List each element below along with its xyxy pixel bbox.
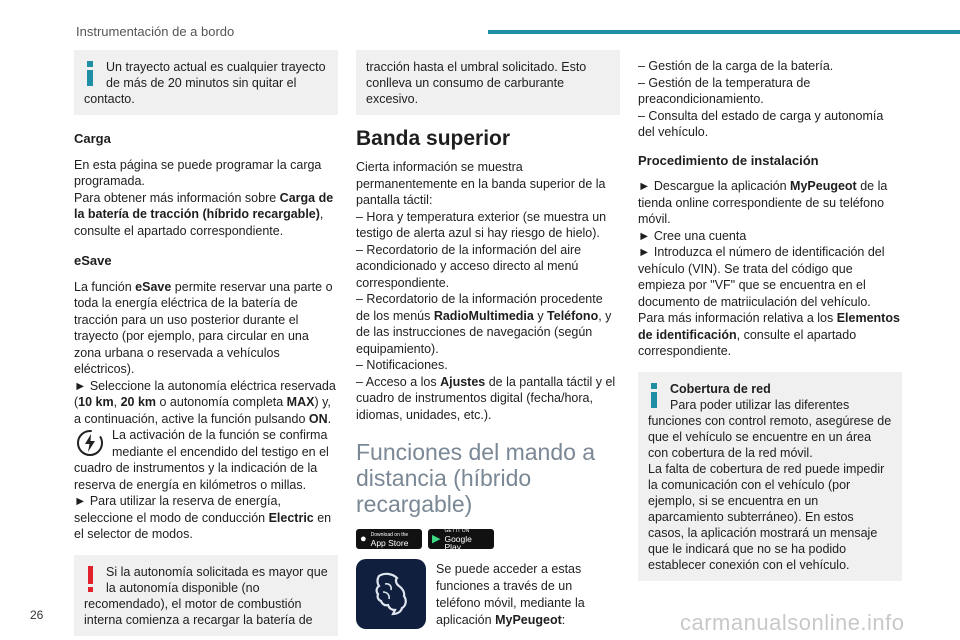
watermark: carmanualsonline.info (680, 610, 905, 635)
banda-superior-heading: Banda superior (356, 127, 511, 150)
page-number: 26 (30, 608, 44, 622)
carga-p2: Para obtener más información sobre Carga de la batería de tracción (híbrido recargable), consulte el apartado correspondiente. (74, 190, 334, 238)
banda-item-2: – Recordatorio de la información del aire acondicionado y acceso directo al menú correspondiente. (356, 242, 582, 290)
esave-p1: La función eSave permite reservar una parte o toda la energía eléctrica de la batería de tracción para un uso posterior durante el trayecto (por ejemplo, para circular en una zona urbana o reservada a vehículos eléctricos). (74, 279, 333, 376)
network-box-title: Cobertura de red (670, 381, 771, 396)
esave-p2: ► Seleccione la autonomía eléctrica reservada (10 km, 20 km o autonomía completa MAX) y, a continuación, active la función pulsando ON. (74, 378, 336, 426)
banda-item-1: – Hora y temperatura exterior (se muestra un testigo de alerta azul si hay riesgo de hielo). (356, 209, 607, 240)
install-step-2: ► Cree una cuenta (638, 228, 747, 243)
esave-p3: La activación de la función se confirma mediante el encendido del testigo en el cuadro de instrumentos y la indicación de la reserva de energía en kilómetros o millas. (74, 428, 329, 492)
carga-p1: En esta página se puede programar la carga programada. (74, 157, 322, 188)
app-text: Se puede acceder a estas funciones a través de un teléfono móvil, mediante la aplicación MyPeugeot: (436, 562, 585, 627)
remote-list-3: – Consulta del estado de carga y autonomía del vehículo. (638, 108, 884, 139)
banda-item-5: – Acceso a los Ajustes de la pantalla táctil y el cuadro de instrumentos digital (fecha/hora, idiomas, unidades, etc.). (356, 374, 616, 422)
apple-icon: ● (360, 532, 367, 545)
install-heading: Procedimiento de instalación (638, 152, 819, 168)
esave-heading: eSave (74, 253, 112, 268)
store-badges (356, 528, 620, 552)
column-3 (638, 58, 902, 581)
header-title: Instrumentación de a bordo (76, 24, 235, 39)
warning-box-continued-text: tracción hasta el umbral solicitado. Esto conlleva un consumo de carburante excesivo. (366, 60, 587, 106)
warning-icon (84, 566, 98, 592)
warning-box-text: Si la autonomía solicitada es mayor que la autonomía disponible (no recomendado), el motor de combustión interna comienza a recargar la batería de (84, 564, 328, 627)
network-box-p2: La falta de cobertura de red puede impedir la comunicación con el vehículo (por ejemplo, si se encuentra en un aparcamiento subterráneo). En estos casos, la aplicación mostrará un mensaje que le indicará que no se ha podido establecer conexión con el vehículo. (648, 461, 885, 572)
warning-box (74, 555, 338, 636)
carga-heading: Carga (74, 131, 111, 146)
app-row (356, 559, 620, 629)
warning-box-continued (356, 50, 620, 115)
column-1 (74, 50, 338, 636)
remote-list-2: – Gestión de la temperatura de preacondicionamiento. (638, 75, 811, 106)
install-step-1: ► Descargue la aplicación MyPeugeot de la tienda online correspondiente de su teléfono móvil. (638, 179, 888, 226)
peugeot-lion-icon (356, 559, 426, 629)
banda-item-4: – Notificaciones. (356, 358, 448, 372)
header-accent-bar (488, 30, 960, 34)
app-store-badge[interactable]: ● Download on the App Store (356, 529, 422, 549)
esave-icon (74, 428, 106, 458)
remote-functions-heading: Funciones del mando a distancia (híbrido recargable) (356, 439, 596, 517)
info-box (74, 50, 338, 115)
network-box-p1: Para poder utilizar las diferentes funciones con control remoto, asegúrese de que el vehículo se encuentre en un área con cobertura de la red móvil. (648, 397, 892, 460)
google-play-badge[interactable]: ▶ GET IT ON Google Play (428, 529, 494, 549)
network-info-box (638, 372, 902, 581)
banda-intro: Cierta información se muestra permanentemente en la banda superior de la pantalla táctil: (356, 160, 606, 207)
install-step-4: Para más información relativa a los Elementos de identificación, consulte el apartado correspondiente. (638, 311, 900, 358)
info-icon (84, 61, 98, 87)
remote-list-1: – Gestión de la carga de la batería. (638, 59, 834, 73)
esave-confirm (74, 427, 338, 493)
column-2 (356, 50, 620, 629)
install-step-3: ► Introduzca el número de identificación del vehículo (VIN). Se trata del código que empieza por "VF" que se encuentra en el documento de matriiculación del vehículo. (638, 245, 885, 309)
google-play-icon: ▶ (432, 532, 441, 545)
esave-p4: ► Para utilizar la reserva de energía, seleccione el modo de conducción Electric en el selector de modos. (74, 494, 332, 541)
info-box-text: Un trayecto actual es cualquier trayecto de más de 20 minutos sin quitar el contacto. (84, 60, 326, 106)
info-icon (648, 383, 662, 409)
banda-item-3: – Recordatorio de la información procedente de los menús RadioMultimedia y Teléfono, y de las instrucciones de navegación (según equipamiento). (356, 292, 612, 356)
